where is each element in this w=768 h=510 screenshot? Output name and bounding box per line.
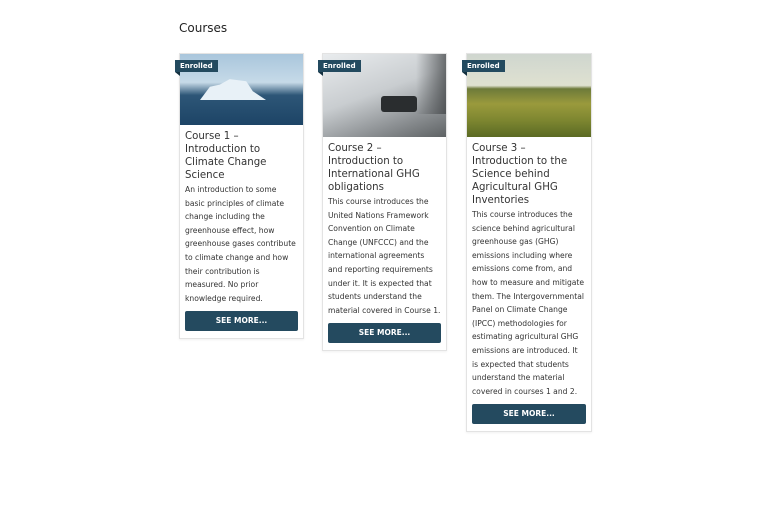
course-title[interactable]: Course 3 – Introduction to the Science behind Agricultural GHG Inventories bbox=[472, 143, 568, 206]
see-more-button[interactable]: SEE MORE... bbox=[185, 311, 298, 331]
course-description: An introduction to some basic principles of climate change including the greenhouse effect, how greenhouse gases contribute to climate change and how their contribution is measured. No prior knowledge required. bbox=[185, 185, 296, 303]
page-title: Courses bbox=[179, 21, 228, 35]
iceberg-image[interactable] bbox=[180, 54, 303, 125]
course-title[interactable]: Course 2 – Introduction to International GHG obligations bbox=[328, 143, 420, 193]
see-more-button[interactable]: SEE MORE... bbox=[472, 404, 586, 424]
enrolled-badge: Enrolled bbox=[462, 60, 505, 72]
enrolled-badge: Enrolled bbox=[318, 60, 361, 72]
storm-image[interactable] bbox=[323, 54, 446, 137]
course-description: This course introduces the United Nations Framework Convention on Climate Change (UNFCCC) and the international agreements and reporting requirements under it. It is expected that students understand the material covered in Course 1. bbox=[328, 197, 441, 315]
course-title[interactable]: Course 1 – Introduction to Climate Change Science bbox=[185, 131, 267, 181]
course-card-2 bbox=[322, 53, 447, 351]
course-card-3 bbox=[466, 53, 592, 432]
course-description: This course introduces the science behind agricultural greenhouse gas (GHG) emissions including where emissions come from, and how to measure and mitigate them. The Intergovernmental Panel on Climate Change (IPCC) methodologies for estimating agricultural GHG emissions are introduced. It is expected that students understand the material covered in courses 1 and 2. bbox=[472, 210, 585, 396]
see-more-button[interactable]: SEE MORE... bbox=[328, 323, 441, 343]
enrolled-badge: Enrolled bbox=[175, 60, 218, 72]
field-image[interactable] bbox=[467, 54, 591, 137]
course-card-1 bbox=[179, 53, 304, 339]
